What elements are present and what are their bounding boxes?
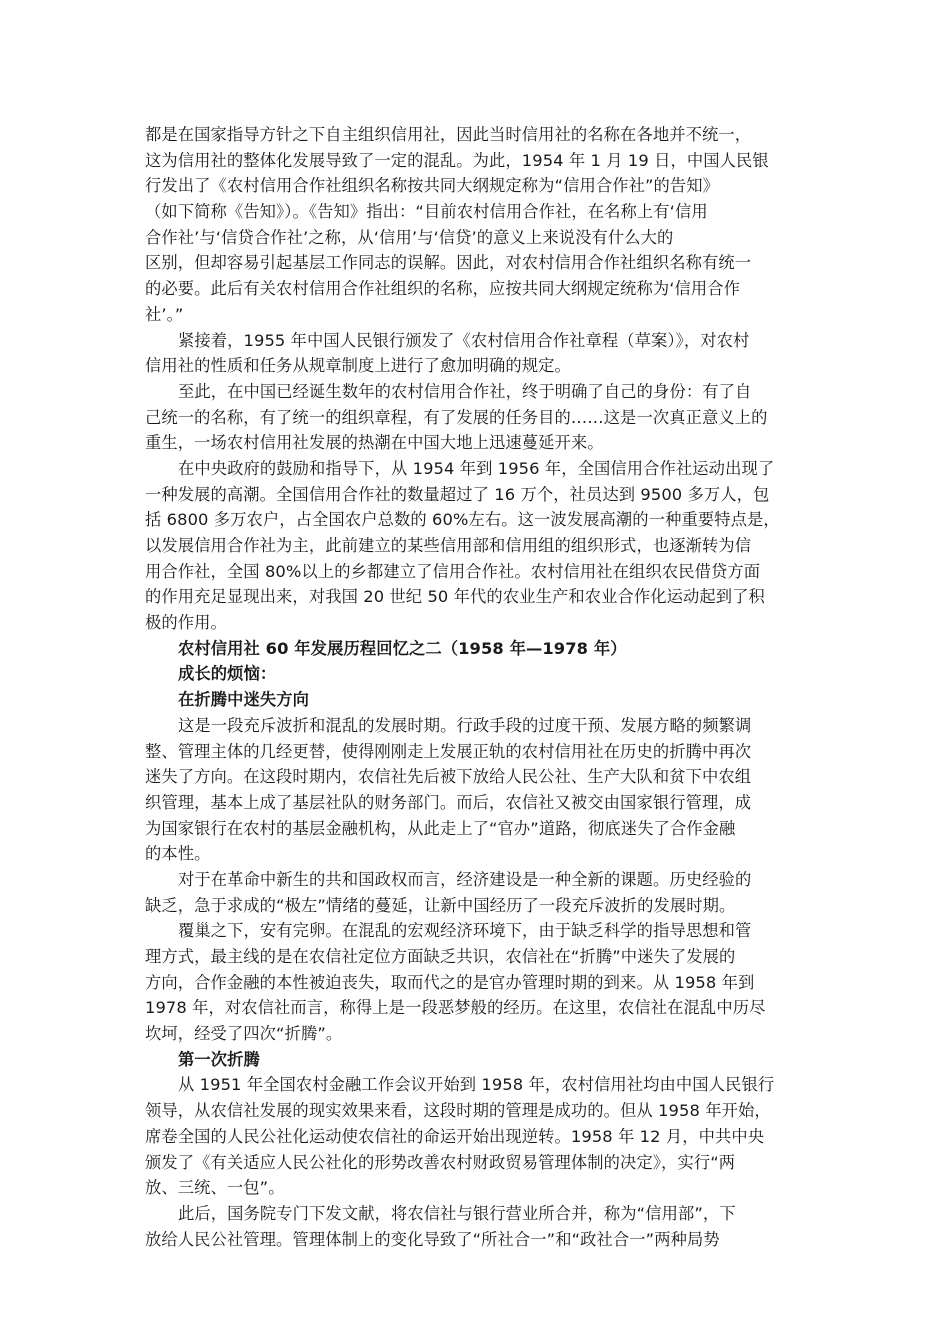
paragraph-line: 合作社’与‘信贷合作社’之称，从‘信用’与‘信贷’的意义上来说没有什么大的 — [145, 227, 674, 247]
paragraph-line: 极的作用。 — [145, 613, 227, 633]
paragraph-line: 席卷全国的人民公社化运动使农信社的命运开始出现逆转。1958 年 12 月，中共中央 — [145, 1126, 765, 1146]
paragraph-line: 以发展信用合作社为主，此前建立的某些信用部和信用组的组织形式，也逐渐转为信 — [145, 536, 752, 555]
paragraph-line: 整、管理主体的几经更替，使得刚刚走上发展正轨的农村信用社在历史的折腾中再次 — [145, 741, 752, 761]
paragraph-line: 理方式，最主线的是在农信社定位方面缺乏共识，农信社在“折腾”中迷失了发展的 — [145, 947, 736, 966]
paragraph-line: 己统一的名称，有了统一的组织章程，有了发展的任务目的……这是一次真正意义上的 — [145, 407, 768, 427]
paragraph-line: 区别，但却容易引起基层工作同志的误解。因此，对农村信用合作社组织名称有统一 — [145, 253, 752, 273]
paragraph-line: 行发出了《农村信用合作社组织名称按共同大纲规定称为“信用合作社”的告知》 — [145, 176, 720, 196]
section-heading-line: 农村信用社 60 年发展历程回忆之二（1958 年—1978 年） — [178, 638, 627, 658]
paragraph-line: 括 6800 多万农户，占全国农户总数的 60%左右。这一波发展高潮的一种重要特点是， — [145, 510, 780, 530]
paragraph-line: 织管理，基本上成了基层社队的财务部门。而后，农信社又被交由国家银行管理，成 — [145, 792, 752, 812]
paragraph-line: 都是在国家指导方针之下自主组织信用社，因此当时信用社的名称在各地并不统一， — [145, 125, 752, 144]
paragraph-line: 放给人民公社管理。管理体制上的变化导致了“所社合一”和“政社合一”两种局势 — [145, 1229, 720, 1249]
paragraph-line: 对于在革命中新生的共和国政权而言，经济建设是一种全新的课题。历史经验的 — [178, 869, 752, 889]
section-heading-line: 在折腾中迷失方向 — [178, 690, 310, 710]
paragraph-line: 社’。” — [145, 304, 184, 324]
paragraph-line: （如下简称《告知》）。《告知》指出：“目前农村信用合作社，在名称上有‘信用 — [145, 202, 708, 222]
paragraph-line: 的必要。此后有关农村信用合作社组织的名称，应按共同大纲规定统称为‘信用合作 — [145, 279, 741, 299]
paragraph-line: 一种发展的高潮。全国信用合作社的数量超过了 16 万个，社员达到 9500 多万人，包 — [145, 484, 770, 504]
paragraph-line: 覆巢之下，安有完卵。在混乱的宏观经济环境下，由于缺乏科学的指导思想和管 — [178, 921, 752, 941]
paragraph-line: 的作用充足显现出来，对我国 20 世纪 50 年代的农业生产和农业合作化运动起到了积 — [145, 587, 765, 607]
paragraph-line: 在中央政府的鼓励和指导下，从 1954 年到 1956 年，全国信用合作社运动出现了 — [178, 458, 775, 478]
paragraph-line: 1978 年，对农信社而言，称得上是一段恶梦般的经历。在这里，农信社在混乱中历尽 — [145, 998, 766, 1018]
paragraph-line: 这是一段充斥波折和混乱的发展时期。行政手段的过度干预、发展方略的频繁调 — [178, 715, 752, 735]
paragraph-line: 缺乏，急于求成的“极左”情绪的蔓延，让新中国经历了一段充斥波折的发展时期。 — [145, 895, 736, 915]
document-page — [145, 122, 805, 1252]
paragraph-line: 领导，从农信社发展的现实效果来看，这段时期的管理是成功的。但从 1958 年开始， — [145, 1101, 771, 1121]
paragraph-line: 用合作社，全国 80%以上的乡都建立了信用合作社。农村信用社在组织农民借贷方面 — [145, 561, 761, 581]
paragraph-line: 信用社的性质和任务从规章制度上进行了愈加明确的规定。 — [145, 356, 571, 376]
paragraph-line: 此后，国务院专门下发文献，将农信社与银行营业所合并，称为“信用部”，下 — [178, 1203, 736, 1223]
section-heading-line: 第一次折腾 — [178, 1049, 260, 1069]
paragraph-line: 为国家银行在农村的基层金融机构，从此走上了“官办”道路，彻底迷失了合作金融 — [145, 818, 736, 838]
paragraph-line: 坎坷，经受了四次“折腾”。 — [145, 1024, 343, 1044]
paragraph-line: 从 1951 年全国农村金融工作会议开始到 1958 年，农村信用社均由中国人民银行 — [178, 1075, 775, 1095]
paragraph-line: 的本性。 — [145, 844, 211, 864]
paragraph-line: 方向，合作金融的本性被迫丧失，取而代之的是官办管理时期的到来。从 1958 年到 — [145, 972, 755, 992]
paragraph-line: 迷失了方向。在这段时期内，农信社先后被下放给人民公社、生产大队和贫下中农组 — [145, 767, 752, 787]
section-heading-line: 成长的烦恼： — [178, 664, 277, 684]
paragraph-line: 放、三统、一包”。 — [145, 1178, 285, 1198]
paragraph-line: 紧接着，1955 年中国人民银行颁发了《农村信用合作社章程（草案）》，对农村 — [178, 330, 750, 350]
paragraph-line: 这为信用社的整体化发展导致了一定的混乱。为此，1954 年 1 月 19 日，中国人民银 — [145, 150, 769, 170]
paragraph-line: 至此，在中国已经诞生数年的农村信用合作社，终于明确了自己的身份：有了自 — [178, 381, 752, 401]
paragraph-line: 颁发了《有关适应人民公社化的形势改善农村财政贸易管理体制的决定》，实行“两 — [145, 1152, 736, 1172]
paragraph-line: 重生，一场农村信用社发展的热潮在中国大地上迅速蔓延开来。 — [145, 433, 604, 453]
